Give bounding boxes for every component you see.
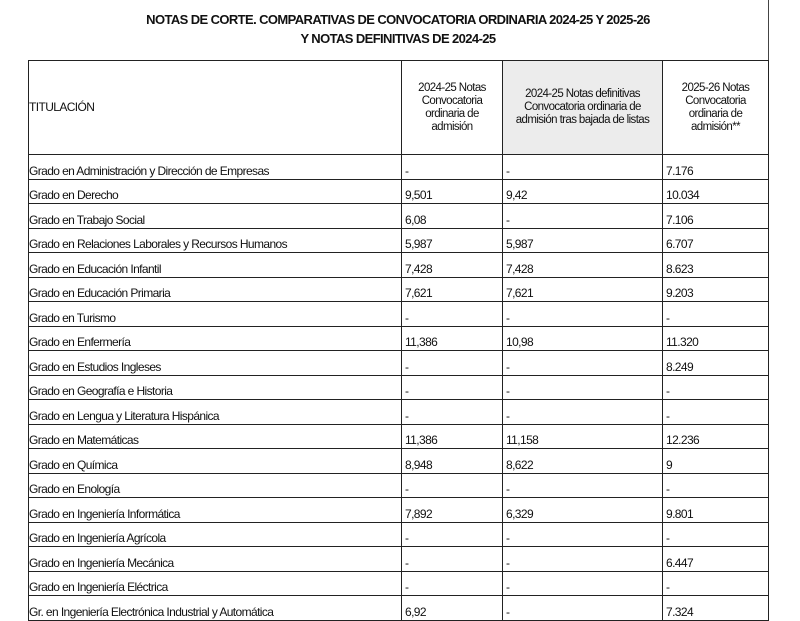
degree-name: Grado en Trabajo Social	[29, 204, 402, 229]
grade-2024-25-ordinaria: 6,92	[402, 596, 503, 621]
grade-2024-25-ordinaria: -	[402, 473, 503, 498]
grade-2025-26-ordinaria: 6.707	[663, 228, 769, 253]
header-titulacion: TITULACIÓN	[29, 61, 402, 155]
grade-2024-25-definitiva: -	[503, 400, 663, 425]
grade-2025-26-ordinaria: 7.324	[663, 596, 769, 621]
grade-2025-26-ordinaria: -	[663, 302, 769, 327]
grade-2025-26-ordinaria: 8.249	[663, 351, 769, 376]
grade-2024-25-ordinaria: -	[402, 155, 503, 180]
grade-2025-26-ordinaria: 7.176	[663, 155, 769, 180]
grade-2025-26-ordinaria: -	[663, 375, 769, 400]
grade-2024-25-definitiva: -	[503, 571, 663, 596]
grade-2024-25-ordinaria: 7,621	[402, 277, 503, 302]
grade-2025-26-ordinaria: 9.203	[663, 277, 769, 302]
degree-name: Grado en Administración y Dirección de Empresas	[29, 155, 402, 180]
document-title	[28, 10, 768, 48]
header-2025-26-ordinaria: 2025-26 Notas Convocatoria ordinaria de admisión**	[663, 61, 769, 155]
grade-2024-25-ordinaria: -	[402, 302, 503, 327]
table-row	[29, 375, 769, 400]
grade-2024-25-definitiva: -	[503, 351, 663, 376]
degree-name: Grado en Enología	[29, 473, 402, 498]
grade-2025-26-ordinaria: -	[663, 571, 769, 596]
table-row	[29, 596, 769, 621]
grade-2024-25-definitiva: -	[503, 473, 663, 498]
table-row	[29, 473, 769, 498]
grade-2024-25-definitiva: 9,42	[503, 179, 663, 204]
grade-2024-25-ordinaria: -	[402, 522, 503, 547]
grade-2024-25-definitiva: 5,987	[503, 228, 663, 253]
table-row	[29, 277, 769, 302]
grade-2024-25-definitiva: 7,428	[503, 253, 663, 278]
grade-2024-25-ordinaria: 7,428	[402, 253, 503, 278]
grade-2024-25-ordinaria: -	[402, 547, 503, 572]
grade-2024-25-definitiva: -	[503, 596, 663, 621]
title-line-1: NOTAS DE CORTE. COMPARATIVAS DE CONVOCATORIA ORDINARIA 2024-25 Y 2025-26	[146, 12, 650, 27]
table-row	[29, 204, 769, 229]
grade-2025-26-ordinaria: 7.106	[663, 204, 769, 229]
grade-2025-26-ordinaria: 8.623	[663, 253, 769, 278]
grade-2024-25-definitiva: -	[503, 155, 663, 180]
grade-2025-26-ordinaria: 9	[663, 449, 769, 474]
degree-name: Grado en Lengua y Literatura Hispánica	[29, 400, 402, 425]
grade-2024-25-definitiva: -	[503, 204, 663, 229]
degree-name: Grado en Enfermería	[29, 326, 402, 351]
grade-2024-25-ordinaria: -	[402, 351, 503, 376]
grade-2024-25-ordinaria: -	[402, 400, 503, 425]
table-row	[29, 498, 769, 523]
grade-2025-26-ordinaria: 11.320	[663, 326, 769, 351]
grade-2024-25-definitiva: 6,329	[503, 498, 663, 523]
grade-2024-25-ordinaria: -	[402, 571, 503, 596]
grade-2025-26-ordinaria: 10.034	[663, 179, 769, 204]
degree-name: Grado en Estudios Ingleses	[29, 351, 402, 376]
table-row	[29, 400, 769, 425]
grade-2025-26-ordinaria: -	[663, 473, 769, 498]
grade-2024-25-ordinaria: 11,386	[402, 424, 503, 449]
grade-2024-25-definitiva: -	[503, 522, 663, 547]
grade-2025-26-ordinaria: 12.236	[663, 424, 769, 449]
table-row	[29, 253, 769, 278]
grade-2025-26-ordinaria: -	[663, 400, 769, 425]
table-row	[29, 351, 769, 376]
title-line-2: Y NOTAS DEFINITIVAS DE 2024-25	[300, 31, 496, 46]
degree-name: Grado en Turismo	[29, 302, 402, 327]
grade-2024-25-ordinaria: 6,08	[402, 204, 503, 229]
table-row	[29, 179, 769, 204]
degree-name: Grado en Ingeniería Mecánica	[29, 547, 402, 572]
degree-name: Grado en Educación Primaria	[29, 277, 402, 302]
degree-name: Grado en Relaciones Laborales y Recursos Humanos	[29, 228, 402, 253]
grade-2024-25-ordinaria: 5,987	[402, 228, 503, 253]
table-row	[29, 228, 769, 253]
degree-name: Grado en Geografía e Historia	[29, 375, 402, 400]
degree-name: Grado en Educación Infantil	[29, 253, 402, 278]
grade-2024-25-definitiva: 10,98	[503, 326, 663, 351]
degree-name: Grado en Ingeniería Agrícola	[29, 522, 402, 547]
grade-2024-25-ordinaria: 8,948	[402, 449, 503, 474]
table-row	[29, 424, 769, 449]
table-row	[29, 449, 769, 474]
header-2024-25-ordinaria: 2024-25 Notas Convocatoria ordinaria de admisión	[402, 61, 503, 155]
degree-name: Grado en Matemáticas	[29, 424, 402, 449]
grade-2024-25-definitiva: 7,621	[503, 277, 663, 302]
table-row	[29, 155, 769, 180]
grade-2024-25-ordinaria: -	[402, 375, 503, 400]
degree-name: Grado en Derecho	[29, 179, 402, 204]
grade-2025-26-ordinaria: 9.801	[663, 498, 769, 523]
table-row	[29, 571, 769, 596]
grade-2024-25-ordinaria: 9,501	[402, 179, 503, 204]
grade-2024-25-definitiva: -	[503, 547, 663, 572]
header-row	[29, 61, 769, 155]
grade-2024-25-ordinaria: 11,386	[402, 326, 503, 351]
grade-2025-26-ordinaria: -	[663, 522, 769, 547]
table-row	[29, 326, 769, 351]
grade-2024-25-ordinaria: 7,892	[402, 498, 503, 523]
grade-2024-25-definitiva: -	[503, 375, 663, 400]
header-2024-25-definitivas: 2024-25 Notas definitivas Convocatoria ordinaria de admisión tras bajada de listas	[503, 61, 663, 155]
table-row	[29, 547, 769, 572]
degree-name: Grado en Ingeniería Eléctrica	[29, 571, 402, 596]
grades-table	[28, 60, 769, 621]
grade-2025-26-ordinaria: 6.447	[663, 547, 769, 572]
grade-2024-25-definitiva: 8,622	[503, 449, 663, 474]
grade-2024-25-definitiva: 11,158	[503, 424, 663, 449]
grade-2024-25-definitiva: -	[503, 302, 663, 327]
degree-name: Gr. en Ingeniería Electrónica Industrial y Automática	[29, 596, 402, 621]
table-row	[29, 522, 769, 547]
table-row	[29, 302, 769, 327]
degree-name: Grado en Química	[29, 449, 402, 474]
degree-name: Grado en Ingeniería Informática	[29, 498, 402, 523]
table-body	[29, 155, 769, 621]
